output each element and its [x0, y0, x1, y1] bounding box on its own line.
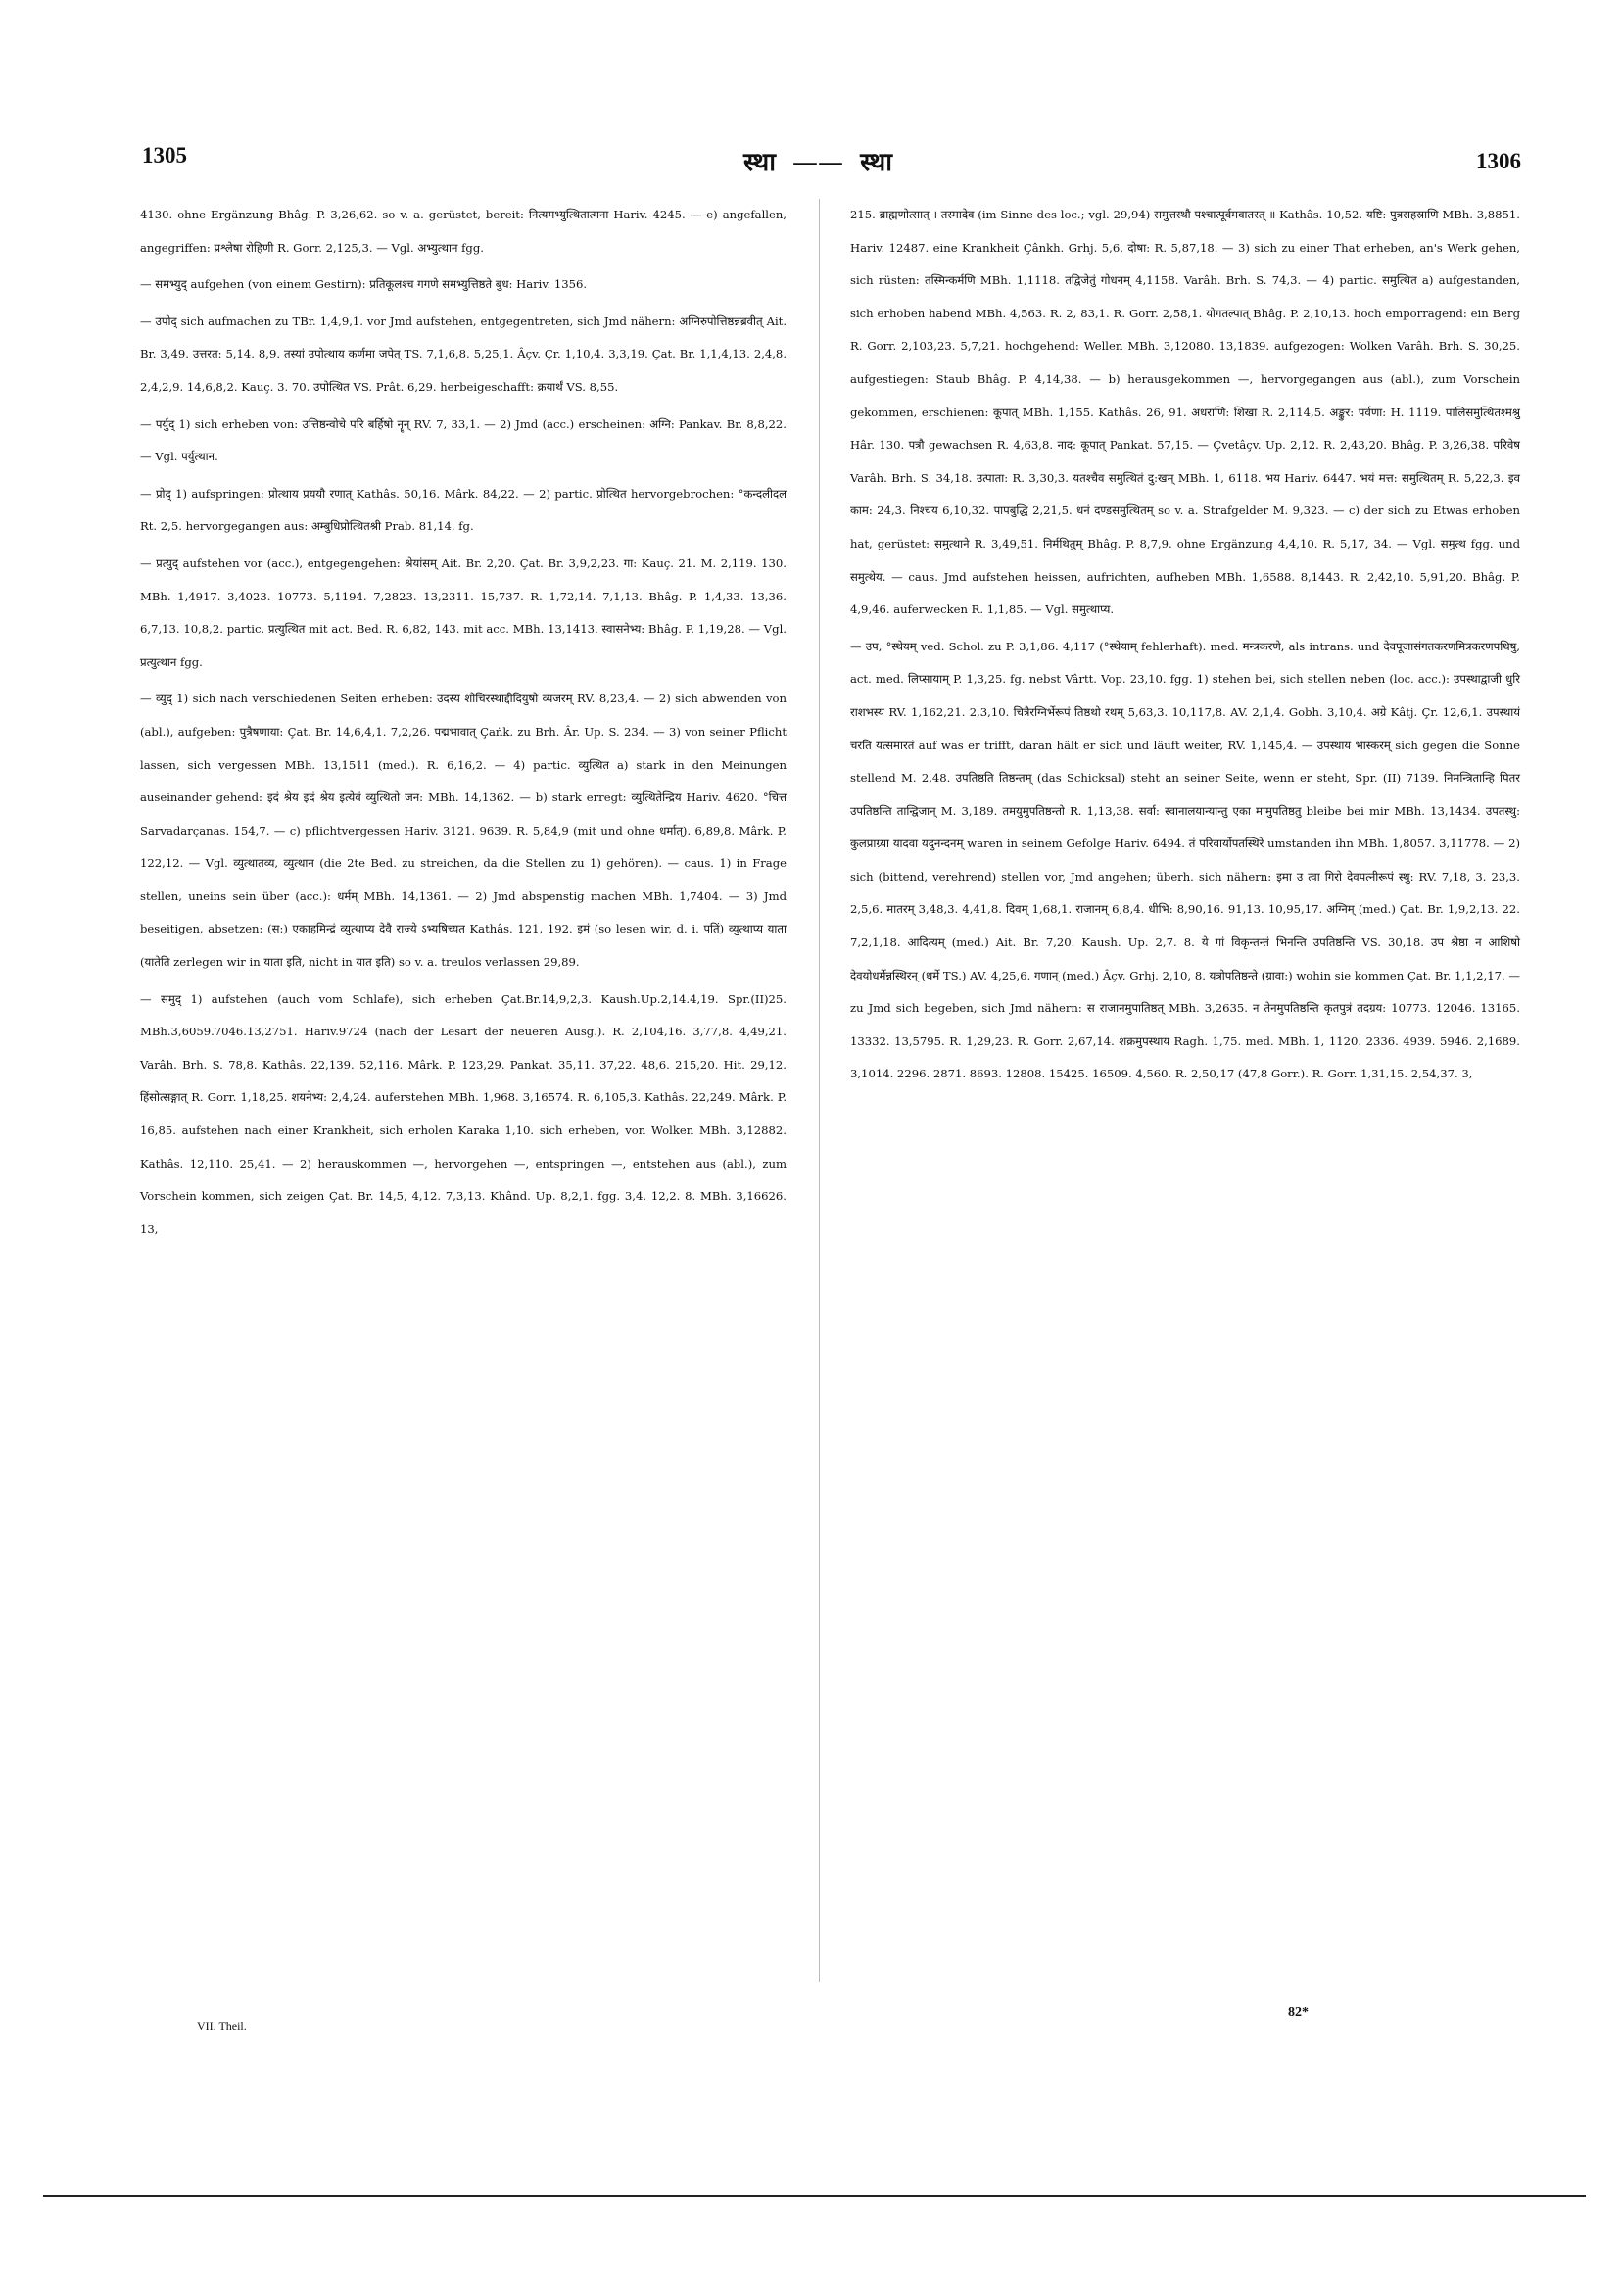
column-divider [819, 199, 820, 1982]
page-header [0, 143, 1622, 182]
entry-paragraph: — पर्युद् 1) sich erheben von: उत्तिष्ठन्वोचे परि बर्हिषो नॄन् RV. 7, 33,1. — 2) Jmd (acc.) erscheinen: अग्नि: Pankav. Br. 8,8,22. — Vgl. पर्युत्थान. [140, 416, 787, 464]
entry-paragraph: — प्रत्युद् aufstehen vor (acc.), entgegengehen: श्रेयांसम् Ait. Br. 2,20. Çat. Br. 3,9,2,23. गा: Kauç. 21. M. 2,119. 130. MBh. 1,4917. 3,4023. 10773. 5,1194. 7,2823. 13,2311. 15,737. R. 1,72,14. 7,1,13. Bhâg. P. 1,4,33. 13,36. 6,7,13. 10,8,2. partic. प्रत्युत्थित mit act. Bed. R. 6,82, 143. mit acc. MBh. 13,1413. स्वासनेभ्य: Bhâg. P. 1,19,28. — Vgl. प्रत्युत्थान fgg. [140, 555, 787, 669]
part-label: VII. Theil. [197, 2019, 247, 2033]
entry-paragraph: — उप, °स्थेयम् ved. Schol. zu P. 3,1,86. 4,117 (°स्थेयाम् fehlerhaft). med. मन्त्रकरणे, als intrans. und देवपूजासंगतकरणमित्रकरणपथिषु, act. med. लिप्सायाम् P. 1,3,25. fg. nebst Vârtt. Vop. 23,10. fgg. 1) stehen bei, sich stellen neben (loc. acc.): उपस्थाद्वाजी धुरि राशभस्य RV. 1,162,21. 2,3,10. चित्रैरग्निर्भेरूपं तिष्ठथो रथम् 5,63,3. 10,117,8. AV. 2,1,4. Gobh. 3,10,4. अग्रे Kâtj. Çr. 12,6,1. उपस्थायं चरति यत्समारतं auf was er trifft, daran hält er sich und läuft weiter, RV. 1,145,4. — उपस्थाय भास्करम् sich gegen die Sonne stellend M. 2,48. उपतिष्ठति तिष्ठन्तम् (das Schicksal) steht an seiner Seite, wenn er steht, Spr. (II) 7139. निमन्त्रितान्हि पितर उपतिष्ठन्ति तान्द्विजान् M. 3,189. तमयुमुपतिष्ठन्तो R. 1,13,38. सर्वा: स्वानालयान्यान्तु एका मामुपतिष्ठतु bleibe bei mir MBh. 13,1434. उपतस्थु: कुलप्राग्र्या यादवा यदुनन्दनम् waren in seinem Gefolge Hariv. 6494. तं परिवार्योपतस्थिरे umstanden ihn MBh. 1,8057. 3,11778. — 2) sich (bittend, verehrend) stellen vor, Jmd angehen; überh. sich nähern: इमा उ त्वा गिरो देवपत्नीरूपं स्थु: RV. 7,18, 3. 23,3. 2,5,6. मातरम् 3,48,3. 4,41,8. दिवम् 1,68,1. राजानम् 6,8,4. धीभि: 8,90,16. 91,13. 10,95,17. अग्निम् (med.) Çat. Br. 1,9,2,13. 22. 7,2,1,18. आदित्यम् (med.) Ait. Br. 7,20. Kaush. Up. 2,7. 8. ये गां विकृन्तन्तं भिनन्ति उपतिष्ठन्ति VS. 30,18. उप श्रेष्ठा न आशिषो देवयोधर्मेन्नस्थिरन् (धर्मे TS.) AV. 4,25,6. गणान् (med.) Âçv. Grhj. 2,10, 8. यत्रोपतिष्ठन्ते (ग्रावा:) wohin sie kommen Çat. Br. 1,1,2,17. — zu Jmd sich begeben, sich Jmd nähern: स राजानमुपातिष्ठत् MBh. 3,2635. न तेनमुपतिष्ठन्ति कृतपुत्रं तदग्रय: 10773. 12046. 13165. 13332. 13,5795. R. 1,29,23. R. Gorr. 2,67,14. शक्रमुपस्थाय Ragh. 1,75. med. MBh. 1, 1120. 2336. 4939. 5946. 2,1689. 3,1014. 2296. 2871. 8693. 12808. 15425. 16509. 4,560. R. 2,50,17 (47,8 Gorr.). R. Gorr. 1,31,15. 2,54,37. 3, [850, 639, 1520, 1081]
entry-paragraph: — समभ्युद् aufgehen (von einem Gestirn): प्रतिकूलश्च गगणे समभ्युत्तिष्ठते बुध: Hariv. 1356. [140, 277, 588, 292]
headword-dash: —— [792, 148, 843, 177]
headword-left: स्था [742, 148, 776, 177]
right-column [850, 199, 1520, 1091]
signature-mark: 82* [1288, 2005, 1309, 2020]
bottom-rule [43, 2195, 1586, 2197]
running-headword [705, 143, 930, 178]
right-page-number: 1306 [1476, 149, 1521, 173]
entry-paragraph: 4130. ohne Ergänzung Bhâg. P. 3,26,62. so v. a. gerüstet, bereit: नित्यमभ्युत्थितात्मना Hariv. 4245. — e) angefallen, angegriffen: प्रश्लेषा रोहिणी R. Gorr. 2,125,3. — Vgl. अभ्युत्थान fgg. [140, 208, 787, 255]
entry-paragraph: — समुद् 1) aufstehen (auch vom Schlafe), sich erheben Çat.Br.14,9,2,3. Kaush.Up.2,14.4,19. Spr.(II)25. MBh.3,6059.7046.13,2751. Hariv.9724 (nach der Lesart der neueren Ausg.). R. 2,104,16. 3,77,8. 4,49,21. Varâh. Brh. S. 78,8. Kathâs. 22,139. 52,116. Mârk. P. 123,29. Pankat. 35,11. 37,22. 48,6. 215,20. Hit. 29,12. हिंसोत्सङ्गात् R. Gorr. 1,18,25. शयनेभ्य: 2,4,24. auferstehen MBh. 1,968. 3,16574. R. 6,105,3. Kathâs. 22,249. Mârk. P. 16,85. aufstehen nach einer Krankheit, sich erholen Karaka 1,10. sich erheben, von Wolken MBh. 3,12882. Kathâs. 12,110. 25,41. — 2) herauskommen —, hervorgehen —, entspringen —, entstehen aus (abl.), zum Vorschein kommen, sich zeigen Çat. Br. 14,5, 4,12. 7,3,13. Khând. Up. 8,2,1. fgg. 3,4. 12,2. 8. MBh. 3,16626. 13, [140, 991, 787, 1236]
headword-right: स्था [860, 148, 893, 177]
entry-paragraph: — उपोद् sich aufmachen zu TBr. 1,4,9,1. vor Jmd aufstehen, entgegentreten, sich Jmd nähern: अग्निरुपोत्तिष्ठन्नब्रवीत् Ait. Br. 3,49. उत्तरत: 5,14. 8,9. तस्यां उपोत्थाय कर्णमा जपेत् TS. 7,1,6,8. 5,25,1. Âçv. Çr. 1,10,4. 3,3,19. Çat. Br. 1,1,4,13. 2,4,8. 2,4,2,9. 14,6,8,2. Kauç. 3. 70. उपोत्थित VS. Prât. 6,29. herbeigeschafft: क्रयार्थं VS. 8,55. [140, 313, 787, 394]
left-column [140, 199, 787, 1246]
entry-paragraph: 215. ब्राह्मणोत्सात् । तस्मादेव (im Sinne des loc.; vgl. 29,94) समुत्तस्थौ पश्चात्पूर्वमवातरत् ॥ Kathâs. 10,52. यष्टि: पुत्रसहस्राणि MBh. 3,8851. Hariv. 12487. eine Krankheit Çânkh. Grhj. 5,6. दोषा: R. 5,87,18. — 3) sich zu einer That erheben, an's Werk gehen, sich rüsten: तस्मिन्कर्मणि MBh. 1,1118. तद्विजेतुं गोधनम् 4,1158. Varâh. Brh. S. 74,3. — 4) partic. समुत्थित a) aufgestanden, sich erhoben habend MBh. 4,563. R. 2, 83,1. R. Gorr. 2,58,1. योगतल्पात् Bhâg. P. 2,10,13. hoch emporragend: ein Berg R. Gorr. 2,103,23. 5,7,21. hochgehend: Wellen MBh. 3,12080. 13,1839. aufgezogen: Wolken Varâh. Brh. S. 30,25. aufgestiegen: Staub Bhâg. P. 4,14,38. — b) herausgekommen —, hervorgegangen aus (abl.), zum Vorschein gekommen, erschienen: कूपात् MBh. 1,155. Kathâs. 26, 91. अधराणि: शिखा R. 2,114,5. अङ्कुर: पर्वणा: H. 1119. पालिसमुत्थितश्मश्रु Hâr. 130. पत्रौ gewachsen R. 4,63,8. नाद: कूपात् Pankat. 57,15. — Çvetâçv. Up. 2,12. R. 2,43,20. Bhâg. P. 3,26,38. परिवेष Varâh. Brh. S. 34,18. उत्पाता: R. 3,30,3. यतश्चैव समुत्थितं दु:खम् MBh. 1, 6118. भय Hariv. 6447. भयं मत्त: समुत्थितम् R. 5,22,3. इव काम: 24,3. निश्चय 6,10,32. पापबुद्धि 2,21,5. धनं दण्डसमुत्थितम् so v. a. Strafgelder M. 9,323. — c) der sich zu Etwas erhoben hat, gerüstet: समुत्थाने R. 3,49,51. निर्मथितुम् Bhâg. P. 8,7,9. ohne Ergänzung 4,4,10. R. 5,17, 34. — Vgl. समुत्थ fgg. und समुत्थेय. — caus. Jmd aufstehen heissen, aufrichten, aufheben MBh. 1,6588. 8,1443. R. 2,42,10. 5,91,20. Bhâg. P. 4,9,46. auferwecken R. 1,1,85. — Vgl. समुत्थाप्य. [850, 208, 1520, 617]
left-page-number: 1305 [142, 143, 187, 167]
entry-paragraph: — प्रोद् 1) aufspringen: प्रोत्थाय प्रययौ रणात् Kathâs. 50,16. Mârk. 84,22. — 2) partic. प्रोत्थित hervorgebrochen: °कन्दलीदल Rt. 2,5. hervorgegangen aus: अम्बुधिप्रोत्थितश्री Prab. 81,14. fg. [140, 486, 787, 534]
entry-paragraph: — व्युद् 1) sich nach verschiedenen Seiten erheben: उदस्य शोचिरस्थाद्दीदियुषो व्यजरम् RV. 8,23,4. — 2) sich abwenden von (abl.), aufgeben: पुत्रैषणाया: Çat. Br. 14,6,4,1. 7,2,26. पद्मभावात् Çaṅk. zu Brh. Âr. Up. S. 234. — 3) von seiner Pflicht lassen, sich vergessen MBh. 13,1511 (med.). R. 6,16,2. — 4) partic. व्युत्थित a) stark in den Meinungen auseinander gehend: इदं श्रेय इदं श्रेय इत्येवं व्युत्थितो जन: MBh. 14,1362. — b) stark erregt: व्युत्थितेन्द्रिय Hariv. 4620. °चित्त Sarvadarçanas. 154,7. — c) pflichtvergessen Hariv. 3121. 9639. R. 5,84,9 (mit und ohne धर्मात्). 6,89,8. Mârk. P. 122,12. — Vgl. व्युत्थातव्य, व्युत्थान (die 2te Bed. zu streichen, da die Stellen zu 1) gehören). — caus. 1) in Frage stellen, uneins sein über (acc.): धर्मम् MBh. 14,1361. — 2) Jmd abspenstig machen MBh. 1,7404. — 3) Jmd beseitigen, absetzen: (स:) एकाहमिन्द्रं व्युत्थाप्य देवै राज्ये ऽभ्यषिच्यत Kathâs. 121, 192. इमं (so lesen wir, d. i. पतिं) व्युत्थाप्य याता (यातेति zerlegen wir in याता इति, nicht in यात इति) so v. a. treulos verlassen 29,89. [140, 692, 787, 970]
